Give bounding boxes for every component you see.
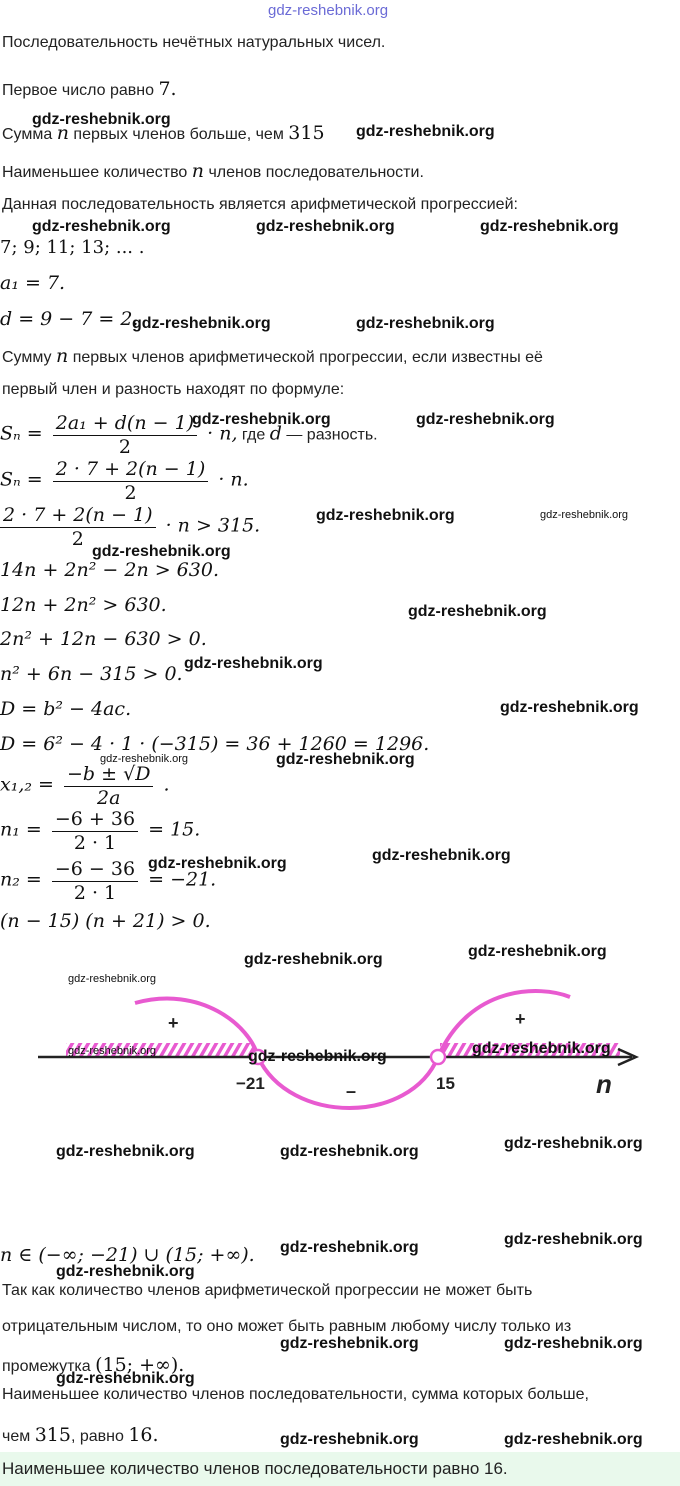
text-line: промежутка (15; +∞). [2, 1354, 185, 1376]
watermark: gdz-reshebnik.org [280, 1143, 419, 1160]
watermark: gdz-reshebnik.org [280, 1335, 419, 1352]
watermark: gdz-reshebnik.org [192, 411, 331, 428]
answer-box [0, 1452, 680, 1486]
formula-root-2: n₂ = $\frac{-6 - 36}{2 \cdot 1}$ = −21. [0, 858, 217, 904]
watermark: gdz-reshebnik.org [32, 111, 171, 128]
point-left-label: −21 [236, 1074, 265, 1093]
watermark: gdz-reshebnik.org [408, 603, 547, 620]
formula-step: 14n + 2n² − 2n > 630. [0, 559, 219, 581]
watermark: gdz-reshebnik.org [256, 218, 395, 235]
sequence-line: 7; 9; 11; 13; ... . [0, 237, 145, 258]
sign-left: + [168, 1013, 179, 1033]
watermark: gdz-reshebnik.org [248, 1048, 387, 1065]
watermark: gdz-reshebnik.org [148, 855, 287, 872]
watermark: gdz-reshebnik.org [56, 1370, 195, 1387]
formula-step: n² + 6n − 315 > 0. [0, 663, 183, 685]
watermark: gdz-reshebnik.org [56, 1143, 195, 1160]
formula-inequality: $\frac{2 \cdot 7 + 2(n - 1)}{2}$ · n > 315. [0, 504, 260, 549]
watermark: gdz-reshebnik.org [276, 751, 415, 768]
text-line: отрицательным числом, то оно может быть равным любому числу только из [2, 1318, 572, 1335]
text-line: Так как количество членов арифметической прогрессии не может быть [2, 1282, 533, 1299]
watermark: gdz-reshebnik.org [504, 1431, 643, 1448]
watermark: gdz-reshebnik.org [540, 509, 629, 521]
watermark: gdz-reshebnik.org [280, 1239, 419, 1256]
watermark: gdz-reshebnik.org [280, 1431, 419, 1448]
formula-sum: Sₙ = $\frac{\text{2a₁ + d(n − 1)}}{2}$ · n, где d — разность. [0, 412, 378, 458]
watermark: gdz-reshebnik.org [372, 847, 511, 864]
watermark: gdz-reshebnik.org [504, 1335, 643, 1352]
formula-roots: x₁,₂ = $\frac{-b \pm √D}{2a}$ . [0, 763, 170, 809]
watermark: gdz-reshebnik.org [32, 218, 171, 235]
variable-label: n [596, 1069, 612, 1099]
formula-discriminant: D = b² − 4ac. [0, 698, 132, 720]
watermark: gdz-reshebnik.org [472, 1040, 611, 1057]
sign-right: + [515, 1009, 526, 1029]
watermark: gdz-reshebnik.org [68, 973, 157, 985]
watermark: gdz-reshebnik.org [244, 951, 383, 968]
formula-step: 12n + 2n² > 630. [0, 594, 167, 616]
formula-a1: a₁ = 7. [0, 272, 66, 294]
watermark: gdz-reshebnik.org [500, 699, 639, 716]
formula-discriminant-value: D = 6² − 4 · 1 · (−315) = 36 + 1260 = 1296. [0, 733, 430, 755]
text-line: Сумма n первых членов больше, чем 315 [2, 122, 325, 144]
point-right-label: 15 [436, 1074, 455, 1093]
watermark: gdz-reshebnik.org [356, 315, 495, 332]
formula-sum-substituted: Sₙ = $\frac{2 \cdot 7 + 2(n - 1)}{2}$ · n. [0, 458, 249, 504]
formula-root-1: n₁ = $\frac{-6 + 36}{2 \cdot 1}$ = 15. [0, 808, 201, 854]
text-line: Наименьшее количество членов последовательности, сумма которых больше, [2, 1386, 589, 1403]
solution-set: n ∈ (−∞; −21) ∪ (15; +∞). [0, 1244, 255, 1266]
text-line: чем 315, равно 16. [2, 1424, 159, 1446]
text-line: Наименьшее количество n членов последовательности. [2, 160, 424, 182]
sign-middle: – [346, 1081, 357, 1101]
watermark: gdz-reshebnik.org [100, 753, 189, 765]
formula-factored: (n − 15) (n + 21) > 0. [0, 910, 211, 932]
watermark: gdz-reshebnik.org [132, 315, 271, 332]
text-line: первый член и разность находят по формуле: [2, 381, 345, 398]
text-line: Последовательность нечётных натуральных чисел. [2, 34, 386, 51]
watermark: gdz-reshebnik.org [184, 655, 323, 672]
watermark: gdz-reshebnik.org [416, 411, 555, 428]
watermark: gdz-reshebnik.org [480, 218, 619, 235]
text-line: Сумму n первых членов арифметической прогрессии, если известны её [2, 345, 543, 367]
watermark: gdz-reshebnik.org [268, 2, 389, 19]
watermark: gdz-reshebnik.org [316, 507, 455, 524]
watermark: gdz-reshebnik.org [92, 543, 231, 560]
watermark: gdz-reshebnik.org [504, 1135, 643, 1152]
watermark: gdz-reshebnik.org [356, 123, 495, 140]
watermark: gdz-reshebnik.org [468, 943, 607, 960]
watermark: gdz-reshebnik.org [68, 1045, 157, 1057]
formula-d: d = 9 − 7 = 2. [0, 308, 139, 330]
watermark: gdz-reshebnik.org [56, 1263, 195, 1280]
text-line: Данная последовательность является арифметической прогрессией: [2, 196, 518, 213]
watermark: gdz-reshebnik.org [504, 1231, 643, 1248]
point-right [431, 1050, 445, 1064]
text-line: Первое число равно 7. [2, 78, 177, 100]
answer-text: Наименьшее количество членов последовательности равно 16. [2, 1459, 508, 1478]
formula-step: 2n² + 12n − 630 > 0. [0, 628, 207, 650]
